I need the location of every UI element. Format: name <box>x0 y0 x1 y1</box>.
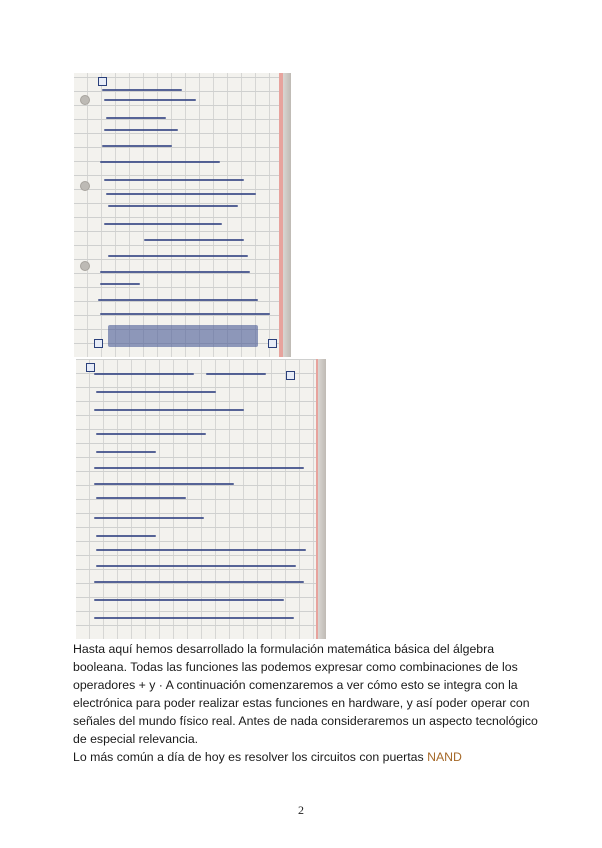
binder-hole <box>80 95 90 105</box>
corner-marker-icon <box>268 339 277 348</box>
binder-hole <box>80 261 90 271</box>
corner-marker-icon <box>94 339 103 348</box>
corner-marker-icon <box>286 371 295 380</box>
handwriting-scribbles <box>76 359 326 639</box>
page-number: 2 <box>298 803 304 817</box>
corner-marker-icon <box>86 363 95 372</box>
binder-hole <box>80 181 90 191</box>
closing-line <box>73 748 543 766</box>
closing-prefix: Lo más común a día de hoy es resolver los circuitos con puertas <box>73 750 428 764</box>
nand-highlight: NAND <box>427 750 462 764</box>
corner-marker-icon <box>98 77 107 86</box>
handwritten-notes-photo-1 <box>74 73 291 357</box>
handwriting-scribbles <box>74 73 291 357</box>
body-text <box>73 640 543 766</box>
paragraph: Hasta aquí hemos desarrollado la formulación matemática básica del álgebra booleana. Todas las funciones las podemos expresar como combinaciones de los operadores + y · A continuación comenzaremos a ver cómo esto se integra con la electrónica para poder realizar estas funciones en hardware, y así poder operar con señales del mundo físico real. Antes de nada consideraremos un aspecto tecnológico de especial relevancia. <box>73 642 538 746</box>
handwritten-notes-photo-2 <box>76 359 326 639</box>
